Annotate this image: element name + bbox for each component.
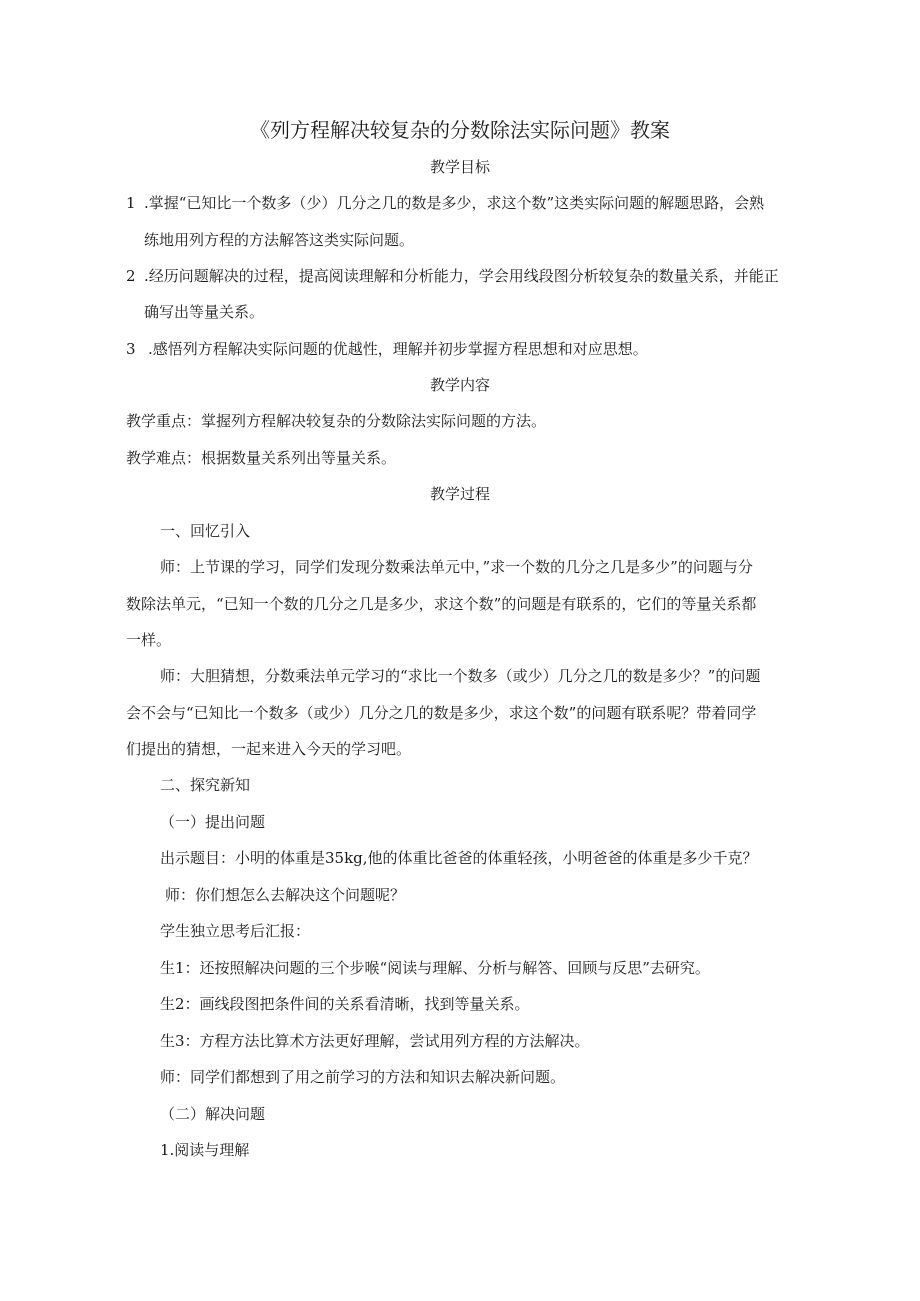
goal-number: 2	[126, 267, 136, 285]
goal-number: 3	[126, 340, 136, 358]
goal-item-2	[126, 266, 779, 286]
goals-heading: 教学目标	[429, 158, 490, 176]
student-2-answer: 生2：画线段图把条件间的关系看清晰，找到等量关系。	[160, 995, 530, 1013]
paragraph-2-line-2: 会不会与“已知比一个数多（或少）几分之几的数是多少，求这个数”的问题有联系呢？带着同学	[126, 704, 757, 722]
section-1-title: 一、回忆引入	[160, 522, 251, 540]
goal-item-3	[126, 339, 648, 359]
paragraph-1-line-1: 师：上节课的学习，同学们发现分数乘法单元中，”求一个数的几分之几是多少”的问题与分	[160, 558, 753, 576]
goal-text: .经历问题解决的过程，提高阅读理解和分析能力，学会用线段图分析较复杂的数量关系，并能正	[144, 267, 779, 285]
goal-number: 1	[126, 194, 136, 212]
goal-item-1	[126, 193, 764, 213]
process-heading: 教学过程	[429, 485, 490, 503]
paragraph-2-line-3: 们提出的猜想，一起来进入今天的学习吧。	[126, 740, 412, 758]
students-report: 学生独立思考后汇报：	[160, 922, 311, 940]
goal-item-1-continued: 练地用列方程的方法解答这类实际问题。	[144, 231, 415, 249]
goal-text: .感悟列方程解决实际问题的优越性，理解并初步掌握方程思想和对应思想。	[148, 340, 648, 358]
subsection-2-title: （二）解决问题	[160, 1105, 266, 1123]
paragraph-1-line-3: 一样。	[126, 631, 172, 649]
student-1-answer: 生1：还按照解决问题的三个步喉“阅读与理解、分析与解答、回顾与反思”去研究。	[160, 959, 710, 977]
key-point: 教学重点：掌握列方程解决较复杂的分数除法实际问题的方法。	[126, 412, 547, 430]
difficult-point: 教学难点：根据数量关系列出等量关系。	[126, 449, 397, 467]
section-2-title: 二、探究新知	[160, 776, 251, 794]
teacher-summary: 师：同学们都想到了用之前学习的方法和知识去解决新问题。	[160, 1068, 566, 1086]
student-3-answer: 生3：方程方法比算术方法更好理解，尝试用列方程的方法解决。	[160, 1032, 590, 1050]
goal-item-2-continued: 确写出等量关系。	[144, 303, 265, 321]
step-1-title: 1.阅读与理解	[160, 1141, 250, 1159]
document-title: 《列方程解决较复杂的分数除法实际问题》教案	[250, 118, 670, 142]
goal-text: .掌握“已知比一个数多（少）几分之几的数是多少，求这个数”这类实际问题的解题思路，会熟	[144, 194, 765, 212]
problem-statement: 出示题目：小明的体重是35kg,他的体重比爸爸的体重轻孩，小明爸爸的体重是多少千克？	[160, 849, 758, 867]
teacher-question: 师：你们想怎么去解决这个问题呢？	[165, 886, 406, 904]
paragraph-1-line-2: 数除法单元，“已知一个数的几分之几是多少，求这个数”的问题是有联系的，它们的等量关系都	[126, 595, 757, 613]
paragraph-2-line-1: 师：大胆猜想，分数乘法单元学习的“求比一个数多（或少）几分之几的数是多少？”的问题	[160, 667, 761, 685]
subsection-1-title: （一）提出问题	[160, 813, 266, 831]
content-heading: 教学内容	[429, 376, 490, 394]
